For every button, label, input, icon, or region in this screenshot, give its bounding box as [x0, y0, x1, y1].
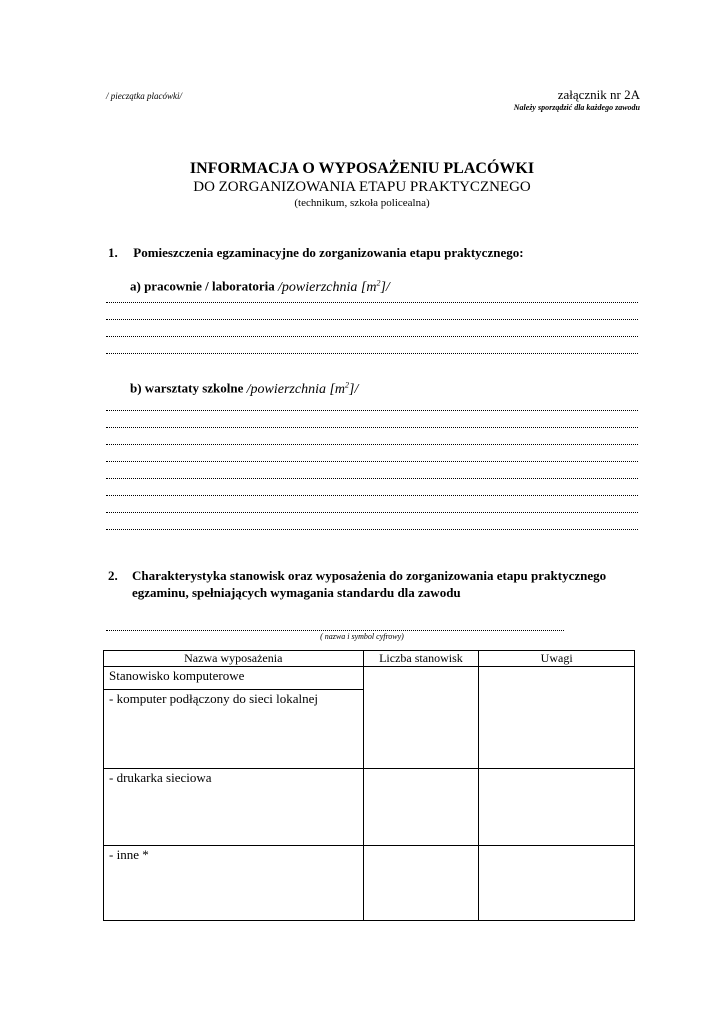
notes-cell[interactable]	[479, 769, 635, 846]
fill-line[interactable]	[106, 301, 638, 303]
column-header-name: Nazwa wyposażenia	[104, 651, 364, 667]
subsection-b	[130, 380, 358, 398]
section-1-number: 1.	[108, 245, 118, 260]
column-header-notes: Uwagi	[479, 651, 635, 667]
notes-cell[interactable]	[479, 846, 635, 921]
fill-line[interactable]	[106, 511, 638, 513]
subsection-a	[130, 278, 390, 296]
equipment-name-cell[interactable]: - komputer podłączony do sieci lokalnej	[104, 690, 364, 769]
annex-note: Należy sporządzić dla każdego zawodu	[513, 103, 640, 112]
fill-line[interactable]	[106, 352, 638, 354]
fill-line[interactable]	[106, 318, 638, 320]
equipment-name-cell[interactable]: Stanowisko komputerowe	[104, 667, 364, 690]
table-row	[104, 846, 635, 921]
annex-label: załącznik nr 2A	[557, 87, 640, 102]
section-1-text: Pomieszczenia egzaminacyjne do zorganizowania etapu praktycznego:	[133, 245, 524, 260]
section-2-heading	[108, 567, 628, 601]
table-header-row	[104, 651, 635, 667]
subsection-a-label: a) pracownie / laboratoria	[130, 278, 275, 294]
subsection-a-unit: /powierzchnia $[m^2]/$	[278, 278, 390, 295]
fill-line[interactable]	[106, 477, 638, 479]
title-line-3: (technikum, szkoła policealna)	[294, 197, 430, 209]
fill-line[interactable]	[106, 443, 638, 445]
fill-line[interactable]	[106, 409, 638, 411]
table-row	[104, 667, 635, 690]
profession-caption: ( nazwa i symbol cyfrowy)	[320, 632, 404, 641]
section-2-number: 2.	[108, 568, 118, 583]
subsection-b-unit: /powierzchnia $[m^2]/$	[246, 380, 359, 397]
title-line-2: DO ZORGANIZOWANIA ETAPU PRAKTYCZNEGO	[193, 179, 531, 195]
section-1-heading	[108, 245, 524, 261]
fill-line[interactable]	[106, 528, 638, 530]
fill-line[interactable]	[106, 494, 638, 496]
title-line-1: INFORMACJA O WYPOSAŻENIU PLACÓWKI	[189, 160, 535, 177]
fill-line[interactable]	[106, 335, 638, 337]
subsection-b-label: b) warsztaty szkolne	[130, 380, 244, 396]
equipment-name-cell[interactable]: - drukarka sieciowa	[104, 769, 364, 846]
document-title	[0, 160, 724, 210]
equipment-table	[103, 650, 635, 921]
column-header-count: Liczba stanowisk	[363, 651, 479, 667]
profession-fill-line[interactable]	[106, 630, 564, 631]
section-2-text: Charakterystyka stanowisk oraz wyposażenia do zorganizowania etapu praktycznego egzaminu, spełniających wymagania standardu dla zawodu	[132, 568, 607, 600]
table-row	[104, 769, 635, 846]
count-cell[interactable]	[363, 769, 479, 846]
fill-line[interactable]	[106, 460, 638, 462]
fill-line[interactable]	[106, 426, 638, 428]
notes-cell[interactable]	[479, 667, 635, 769]
count-cell[interactable]	[363, 846, 479, 921]
stamp-label: / pieczątka placówki/	[106, 91, 182, 101]
equipment-name-cell[interactable]: - inne *	[104, 846, 364, 921]
count-cell[interactable]	[363, 667, 479, 769]
